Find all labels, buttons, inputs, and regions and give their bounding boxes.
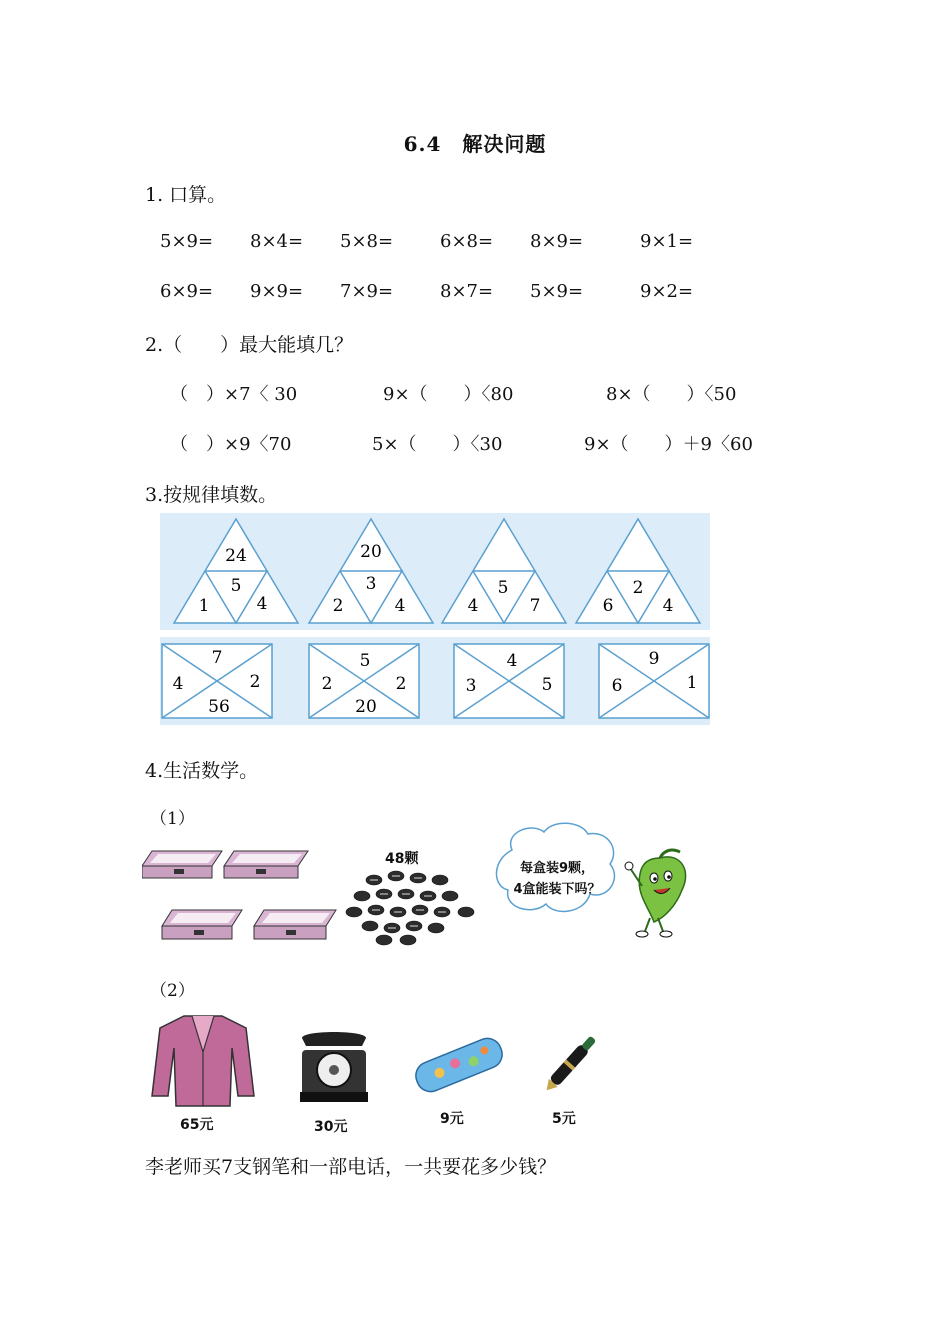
q1-item: 8×4=: [250, 231, 304, 252]
rectangle-top: 7: [211, 648, 223, 668]
q2-item: 8×（ ）〈50: [606, 384, 737, 405]
pattern-figures: [160, 513, 710, 725]
triangle-left: 6: [602, 596, 614, 616]
triangle-top: 20: [360, 542, 382, 562]
price-label: 9元: [440, 1111, 464, 1127]
page-title: 6.4 解决问题: [403, 132, 547, 156]
triangle-top: 24: [225, 546, 247, 566]
triangle-left: 1: [198, 596, 210, 616]
q2-item: 9×（ ）〈80: [383, 384, 514, 405]
q1-item: 7×9=: [340, 281, 394, 302]
q4-part2-question: 李老师买7支钢笔和一部电话，一共要花多少钱？: [145, 1156, 557, 1178]
rectangle-top: 5: [359, 651, 371, 671]
rectangle-figure: [309, 644, 419, 718]
rectangle-figure: [162, 644, 272, 718]
triangle-center: 2: [632, 578, 644, 598]
q2-item: 9×（ ）＋9〈60: [584, 434, 753, 455]
telephone-icon: [296, 1028, 372, 1104]
q4-part2-label: （2）: [150, 981, 195, 1001]
q1-item: 5×9=: [530, 281, 584, 302]
rectangle-top: 9: [648, 649, 660, 669]
q1-item: 9×9=: [250, 281, 304, 302]
triangle-left: 2: [332, 596, 344, 616]
rectangle-left: 6: [611, 676, 623, 696]
triangle-right: 7: [529, 596, 541, 616]
q1-label: 1. 口算。: [145, 184, 227, 206]
rectangle-bottom: 56: [208, 697, 230, 717]
triangle-right: 4: [394, 596, 406, 616]
q1-item: 8×9=: [530, 231, 584, 252]
pepper-character-icon: [620, 846, 700, 938]
triangle-right: 4: [662, 596, 674, 616]
rectangle-figure: [454, 644, 564, 718]
rectangle-figure: [599, 644, 709, 718]
box-icon: [142, 848, 342, 946]
q2-item: （ ）×9〈70: [170, 434, 292, 455]
triangle-center: 3: [365, 574, 377, 594]
q4-label: 4.生活数学。: [145, 760, 259, 782]
candy-count-label: 48颗: [385, 851, 419, 867]
bubble-line-1: 每盒装9颗，: [519, 861, 595, 876]
rectangle-left: 3: [465, 676, 477, 696]
triangle-right: 4: [256, 594, 268, 614]
q1-item: 5×9=: [160, 231, 214, 252]
q3-label: 3.按规律填数。: [145, 484, 278, 506]
q4-part1-label: （1）: [150, 809, 195, 829]
bubble-line-2: 4盒能装下吗？: [513, 882, 601, 897]
speech-bubble: [492, 820, 622, 922]
rectangle-right: 2: [395, 674, 407, 694]
rectangle-right: 2: [249, 672, 261, 692]
q1-item: 6×8=: [440, 231, 494, 252]
rectangle-right: 5: [541, 675, 553, 695]
jacket-icon: [150, 1012, 256, 1108]
q1-item: 5×8=: [340, 231, 394, 252]
q1-item: 8×7=: [440, 281, 494, 302]
q2-item: （ ）×7〈 30: [170, 384, 298, 405]
q2-label: 2.（ ）最大能填几？: [145, 334, 354, 356]
price-label: 5元: [552, 1111, 576, 1127]
price-label: 65元: [180, 1117, 214, 1133]
pencil-case-icon: [410, 1030, 508, 1100]
triangle-center: 5: [230, 576, 242, 596]
q1-item: 9×2=: [640, 281, 694, 302]
rectangle-top: 4: [506, 651, 518, 671]
rectangle-bottom: 20: [355, 697, 377, 717]
candy-pile-icon: [344, 866, 480, 946]
rectangle-right: 1: [686, 673, 698, 693]
triangle-left: 4: [467, 596, 479, 616]
q2-item: 5×（ ）〈30: [372, 434, 503, 455]
price-label: 30元: [314, 1119, 348, 1135]
q1-item: 9×1=: [640, 231, 694, 252]
rectangle-left: 4: [172, 674, 184, 694]
q1-item: 6×9=: [160, 281, 214, 302]
rectangle-left: 2: [321, 674, 333, 694]
fountain-pen-icon: [532, 1018, 612, 1106]
triangle-center: 5: [497, 578, 509, 598]
